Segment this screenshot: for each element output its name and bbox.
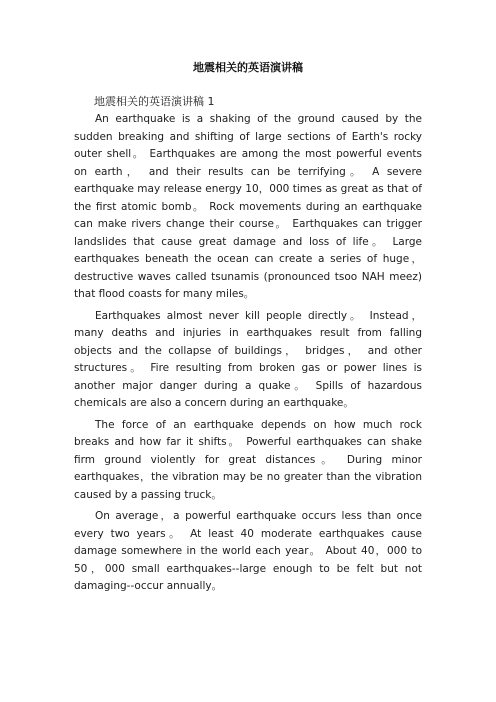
section-heading: 地震相关的英语演讲稿 1 <box>94 95 215 108</box>
paragraph-1: An earthquake is a shaking of the ground caused by the sudden breaking and shifting of large sections of Earth's rocky outer shell。 Earthquakes are among the most powerful events on earth， and their results can be terrifying。 A severe earthquake may release energy 10，000 times as great as that of the first atomic bomb。 Rock movements during an earthquake can make rivers change their course。 Earthquakes can trigger landslides that cause great damage and loss of life。 Large earthquakes beneath the ocean can create a series of huge，destructive waves called tsunamis (pronounced tsoo NAH meez) that flood coasts for many miles。 <box>74 113 422 300</box>
document-title: 地震相关的英语演讲稿 <box>193 61 303 74</box>
paragraph-3: The force of an earthquake depends on how much rock breaks and how far it shifts。 Powerful earthquakes can shake firm ground violently for great distances。 During minor earthquakes，the vibration may be no greater than the vibration caused by a passing truck。 <box>74 418 422 501</box>
paragraph-2: Earthquakes almost never kill people directly。 Instead，many deaths and injuries in earthquakes result from falling objects and the collapse of buildings， bridges， and other structures。 Fire resulting from broken gas or power lines is another major danger during a quake。 Spills of hazardous chemicals are also a concern during an earthquake。 <box>74 309 422 409</box>
paragraph-4: On average，a powerful earthquake occurs less than once every two years。 At least 40 moderate earthquakes cause damage somewhere in the world each year。 About 40，000 to 50，000 small earthquakes--large enough to be felt but not damaging--occur annually。 <box>74 510 422 592</box>
